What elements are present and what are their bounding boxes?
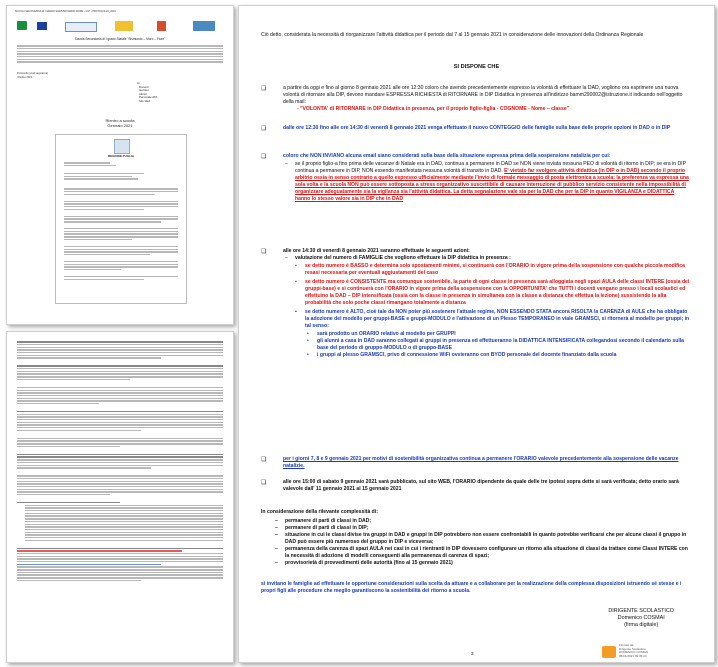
bullet-item-5: per i giorni 7, 8 e 9 gennaio 2021 per motivi di sostenibilità organizzativa continua a permanere l'ORARIO valevole precedentemente alla sospensione delle vacanze natalizie. [283, 456, 679, 469]
region-coat-of-arms [114, 139, 130, 154]
alto-sub-item [305, 331, 690, 338]
recipient-item: Sito Web [139, 98, 151, 103]
stamp-line: 05/01/2021 09:35:24 [619, 654, 647, 659]
alto-sub-text: gli alunni a casa in DAD saranno collegati ai gruppi in presenza ed effettueranno la DIDATTICA INTENSIFICATA collegandosi secondo il calendario sulla base del periodo di gruppo-MODULO o di gruppo-BASE [317, 338, 684, 351]
scenario-text: se detto numero è CONSISTENTE ma comunque sostenibile, la parte di ogni classe in presenza sarà alloggiata negli spazi AULA delle classi INTERE (ossia dei gruppi-base) e si continuerà con l'ORARIO in vigore prima della sospensione con la OPPORTUNITA' che TUTTI i docenti vengano presso i locali scolastici ed effettuino la DAD – DIP intensificata (ossia con la classe in presenza in simultanea con la classe a distanza che effettua la lezione) sussistendo la alta probabilità che solo poche classi rimangano totalmente a distanza [305, 279, 690, 306]
dot-bullet-icon: • [307, 338, 309, 344]
digital-signature-stamp [602, 644, 696, 660]
dot-bullet-icon: • [307, 331, 309, 337]
bullet-item-6: alle ore 15:00 di sabato 9 gennaio 2021 sarà pubblicato, sul sito WEB, l'ORARIO dipendente da quale delle tre ipotesi sopra dette si sarà verificata; detto orario sarà valevole dall' 11 gennaio 2021 al 15 gennaio 2021 [283, 479, 679, 492]
recipients-block [137, 82, 157, 104]
bullet-text: alle ore 14:30 di venerdì 8 gennaio 2021 saranno effettuate le seguenti azioni: [283, 248, 470, 254]
stamp-line: Firmato da: [619, 643, 635, 647]
eu-flag-logo [37, 22, 47, 30]
email-subject-instruction: - "VOLONTA' di RITORNARE in DIP Didattica in presenza, per il proprio figlio-figlia - COGNOME - Nome – classe" [297, 106, 570, 112]
red-bullet-icon: ▪ [295, 279, 297, 285]
bullet-text: a partire da oggi e fino al giorno 8 gennaio 2021 alle ore 12:30 coloro che avendo precedentemente espresso la volontà di effettuare la DAD, vogliono ora esprimere una nuova volontà di ritornare alla DIP, devono mandare ESPRESSA RICHIESTA di RITORNARE in DIP Didattica in presenza all'indirizzo bamm290002@istruzione.it indicando nell'oggetto della mail: [283, 85, 683, 105]
consideration-item [273, 525, 690, 532]
page2-body-text [17, 340, 223, 583]
stamp-line: DOMENICO COSMAI [619, 650, 649, 655]
recipient-item: Docenti [139, 84, 149, 89]
consideration-text: permanere di parti di classi in DIP; [285, 525, 369, 531]
bullet-item-2: dalle ore 12:30 fino alle ore 14:30 di venerdì 8 gennaio 2021 venga effettuato il nuovo CONTEGGIO delle famiglie sulla base delle proprie opzioni in DAD o in DIP [283, 125, 671, 131]
dispone-heading: SI DISPONE CHE [453, 64, 500, 70]
checkbox-bullet-icon: ❏ [261, 86, 267, 92]
logos-row [17, 19, 223, 33]
blue-bullet-icon: ▪ [295, 309, 297, 315]
sub-item-text: valutazione del numero di FAMIGLIE che vogliono effettuare la DIP didattica in presenza : [295, 255, 511, 261]
school-logo [157, 21, 166, 31]
checkbox-bullet-icon: ❏ [261, 154, 267, 160]
checkbox-bullet-icon: ❏ [261, 457, 267, 463]
dash-bullet-icon: – [275, 532, 278, 538]
dash-bullet-icon: – [275, 546, 278, 552]
consideration-item [273, 546, 690, 560]
document-page-3 [238, 5, 715, 663]
checkbox-bullet-icon: ❏ [261, 126, 267, 132]
recipient-item: Genitori [139, 88, 149, 93]
signature-stamp-icon [602, 646, 616, 658]
alto-sub-item [305, 352, 690, 359]
bullet-text: coloro che NON INVIANO alcuna email siano considerati sulla base della situazione espressa prima della sospensione natalizia per cui: [283, 153, 611, 159]
signature-title: DIRIGENTE SCOLASTICO [608, 608, 674, 614]
checkbox-bullet-icon: ❏ [261, 249, 267, 255]
scenario-consistente [283, 279, 690, 307]
consideration-text: provvisorietà di provvedimenti delle autorità (fino al 15 gennaio 2021) [285, 560, 453, 566]
region-label: REGIONE PUGLIA [107, 154, 134, 158]
sub-item [283, 161, 690, 203]
scenario-alto [283, 309, 690, 359]
closing-paragraph: si invitano le famiglie ad effettuare le opportune considerazioni sulla scelta da attuare e a collaborare per la realizzazione della complessa disposizioni istruendo sé stesse e i propri figli alle procedure che meglio garantiscono la sostenibilità del ritorno a scuola. [261, 581, 682, 594]
school-address-block [17, 44, 223, 64]
dash-bullet-icon: – [275, 518, 278, 524]
dash-bullet-icon: – [275, 560, 278, 566]
page-number: 3 [471, 651, 474, 656]
considerations-lead: In considerazione della rilevante complessità di: [261, 509, 378, 515]
consideration-text: permanenza della carenza di spazi AULA nei casi in cui i rientranti in DIP dovessero configurare un ritorno alla situazione di classi da trattare come Classi INTERE con la necessità di adozione di modelli conseguenti alla permanenza di carenza di spazi; [285, 546, 688, 559]
recipient-title: Ai [137, 81, 140, 85]
signature-block [608, 608, 674, 629]
sub-item [283, 255, 690, 262]
alto-sub-item [305, 338, 690, 352]
signature-name: Domenico COSMAI [617, 615, 665, 621]
consideration-item [273, 560, 690, 567]
place-date: Ottobre 2021 [17, 76, 33, 79]
school-header-line: SCUOLA SECONDARIA DI I GRADO SIGMUND MARIO FIORE - ILS7 - PROTOCOLLO_2019 [15, 10, 116, 13]
document-title [7, 118, 233, 128]
alto-sub-text: i gruppi al plesso GRAMSCI, privo di connessione WiFi ovvieranno con BYOD personale del docente finanziato dalla scuola [317, 352, 617, 358]
school-name: Scuola Secondaria di I grado Statale “Sismundo – Moro – Fiore” [74, 37, 166, 41]
dash-bullet-icon: – [285, 161, 288, 167]
scenario-text: se detto numero è BASSO e determina solo spostamenti minimi, si continuerà con l'ORARIO in vigore prima della sospensione con qualche piccola modifica resasi necessaria per eventuali aggiustamenti del caso [305, 263, 685, 276]
warning-text: E' vietato far svolgere attività didattica (in DIP o in DAD) secondo il proprio arbitrio ossia in senso contrario a quello espresso ufficialmente mediante l'invio di formale messaggio di posta elettronica a scuola: la preferenza va espressa una sola volta e la scuola NON può essere sottoposta a stress organizzativo suscettibile di causare interruzione di pubblico servizio consistente nella impossibilità di organizzare adeguatamente sia la vigilanza sia l'attività didattica. La detta segnalazione vale sia per la DAD che per la DIP in quanto VIGILANZA e DIDATTICA hanno lo stesso valore sia in DIP che in DAD [295, 168, 689, 202]
stamp-line: Dirigente Scolastico [619, 646, 646, 651]
checkbox-bullet-icon: ❏ [261, 480, 267, 486]
page1-top-header [15, 10, 225, 13]
scenario-basso [283, 263, 690, 277]
bullet-item-4 [283, 248, 690, 359]
recipient-item: Personale ATA [139, 95, 158, 100]
italy-emblem-logo [17, 21, 27, 30]
sub-item-text: se il proprio figlio-a fino prima delle vacanze di Natale era in DAD, continua a permanere in DAD se NON viene inviata nessuna PEO di volontà di ritorno in DIP; se era in DIP continua a permanere in DIP, NON essendo manifestata nessuna volontà di transito in DAD. [295, 161, 686, 174]
document-page-1 [6, 5, 234, 325]
embedded-region-ordinance [55, 134, 187, 304]
red-bullet-icon: ▪ [295, 263, 297, 269]
consideration-item [273, 518, 690, 525]
recipient-item: Alunni [139, 91, 147, 96]
document-page-2 [6, 331, 234, 663]
cisco-logo [193, 21, 215, 31]
signature-note: (firma digitale) [624, 622, 659, 628]
scenario-text: se detto numero è ALTO, cioè tale da NON poter più sostenere l'attuale regime, NON ESSENDO STATA ancora RISOLTA la CARENZA di AULE che ha obbligato la adozione del modello per gruppi-BASE e gruppi-MODULO e l'attivazione di un Plesso TEMPORANEO in viale GRAMSCI, si ritornerà al modello per gruppi; in tal senso: [305, 309, 690, 329]
dot-bullet-icon: • [307, 352, 309, 358]
intro-paragraph: Ciò detto, considerata la necessità di riorganizzare l'attività didattica per il periodo dal 7 al 15 gennaio 2021 in considerazione delle innovazioni della Ordinanza Regionale [261, 32, 644, 38]
alto-sub-text: sarà prodotto un ORARIO relativo al modello per GRUPPI [317, 331, 456, 337]
considerations-list [273, 518, 690, 567]
protocol-label: Protocollo (vedi segnatura) [17, 72, 48, 75]
consideration-text: situazione in cui le classi divise tra gruppi in DAD e gruppi in DIP potrebbero non essere confrontabili in quanto potrebbe verificarsi che per alcune classi il gruppo in DAD può essere più numeroso del gruppo in DIP e viceversa; [285, 532, 687, 545]
document-title-line: Rientro a scuola [105, 118, 135, 123]
bullet-item-1 [283, 85, 690, 113]
pon-logo [65, 22, 97, 32]
dash-bullet-icon: – [285, 255, 288, 261]
document-title-line: Gennaio 2021 [107, 123, 133, 128]
dash-bullet-icon: – [275, 525, 278, 531]
bullet-item-3 [283, 153, 690, 203]
eco-school-logo [115, 21, 133, 31]
consideration-item [273, 532, 690, 546]
consideration-text: permanere di parti di classi in DAD; [285, 518, 372, 524]
